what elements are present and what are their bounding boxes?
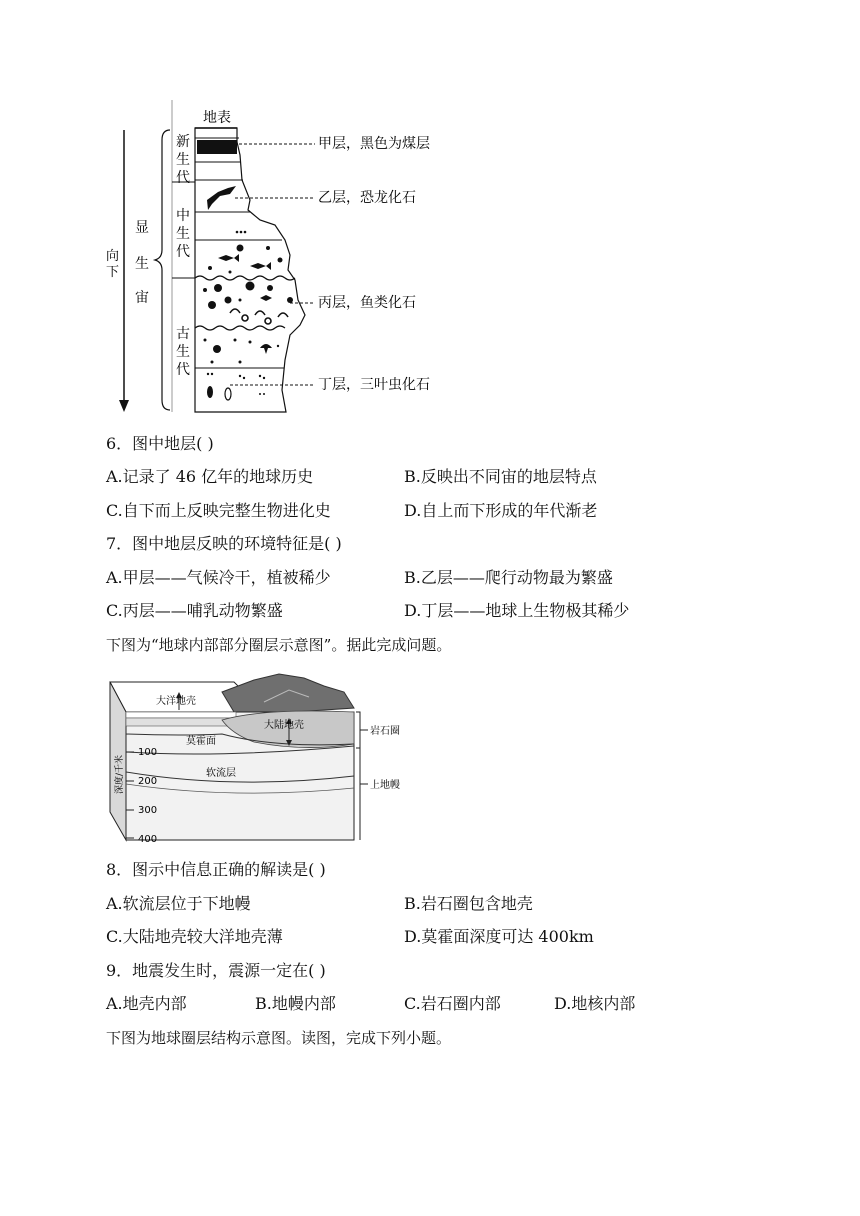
depth-tick-400: 400	[138, 834, 158, 844]
era-mesozoic-char-2: 生	[176, 226, 190, 242]
oceanic-crust-band	[126, 718, 236, 726]
q9-option-b[interactable]: B.地幔内部	[255, 994, 336, 1013]
layer-yi-label: 乙层，恐龙化石	[318, 190, 416, 206]
era-cenozoic-char-3: 代	[176, 170, 190, 186]
era-mesozoic-char-3: 代	[176, 244, 190, 260]
q9-option-c[interactable]: C.岩石圈内部	[404, 994, 501, 1013]
q9-stem: 9．地震发生时，震源一定在( )	[106, 961, 326, 980]
eon-char-2: 生	[135, 256, 149, 272]
q9-option-d[interactable]: D.地核内部	[554, 994, 636, 1013]
surface-label: 地表	[203, 110, 231, 126]
eon-brace	[155, 130, 170, 410]
layer-ding-label: 丁层，三叶虫化石	[318, 377, 430, 393]
q7-option-d[interactable]: D.丁层——地球上生物极其稀少	[404, 601, 630, 620]
era-paleozoic-char-1: 古	[176, 326, 190, 342]
lithosphere-bracket	[356, 712, 360, 748]
q8-option-c[interactable]: C.大陆地壳较大洋地壳薄	[106, 927, 283, 946]
earth-interior-diagram	[104, 672, 404, 844]
layer-jia-label: 甲层，黑色为煤层	[318, 136, 430, 152]
intro-earth-spheres: 下图为地球圈层结构示意图。读图，完成下列小题。	[106, 1029, 452, 1047]
upper-mantle-bracket	[356, 712, 360, 840]
asthenosphere-label: 软流层	[206, 768, 236, 779]
moho-label: 莫霍面	[186, 736, 216, 747]
depth-tick-200: 200	[138, 776, 158, 787]
q9-option-a[interactable]: A.地壳内部	[106, 994, 187, 1013]
q8-option-a[interactable]: A.软流层位于下地幔	[106, 894, 251, 913]
q7-option-c[interactable]: C.丙层——哺乳动物繁盛	[106, 601, 283, 620]
q8-option-d[interactable]: D.莫霍面深度可达 400km	[404, 927, 594, 946]
eon-char-3: 宙	[135, 290, 149, 306]
q6-stem: 6．图中地层( )	[106, 434, 214, 453]
lithosphere-label: 岩石圈	[370, 726, 400, 737]
arrow-label-char-2: 下	[106, 265, 120, 280]
arrow-label-char-1: 向	[106, 249, 120, 264]
depth-tick-300: 300	[138, 805, 158, 816]
q7-option-b[interactable]: B.乙层——爬行动物最为繁盛	[404, 568, 613, 587]
era-mesozoic-char-1: 中	[176, 208, 190, 224]
q7-stem: 7．图中地层反映的环境特征是( )	[106, 534, 342, 553]
q7-option-a[interactable]: A.甲层——气候冷干，植被稀少	[106, 568, 331, 587]
q8-option-b[interactable]: B.岩石圈包含地壳	[404, 894, 533, 913]
dots-small	[236, 231, 247, 234]
continent-mountain	[222, 674, 354, 712]
oceanic-crust-label: 大洋地壳	[156, 696, 196, 707]
continental-crust-label: 大陆地壳	[264, 720, 304, 731]
era-paleozoic-char-2: 生	[176, 344, 190, 360]
stratigraphic-column-diagram	[100, 100, 460, 425]
intro-earth-interior: 下图为“地球内部部分圈层示意图”。据此完成问题。	[106, 636, 452, 654]
ocean-water	[126, 712, 236, 718]
coal-seam	[197, 140, 237, 154]
era-paleozoic-char-3: 代	[176, 362, 190, 378]
earth-interior-figure	[104, 672, 404, 844]
layer-bing-label: 丙层，鱼类化石	[318, 295, 416, 311]
era-cenozoic-char-1: 新	[176, 134, 190, 150]
q6-option-d[interactable]: D.自上而下形成的年代渐老	[404, 501, 598, 520]
q6-option-b[interactable]: B.反映出不同宙的地层特点	[404, 467, 597, 486]
q6-option-c[interactable]: C.自下而上反映完整生物进化史	[106, 501, 331, 520]
stratigraphic-figure	[100, 100, 460, 425]
depth-tick-100: 100	[138, 747, 158, 758]
depth-axis-label: 深度/千米	[115, 754, 125, 794]
q8-stem: 8．图示中信息正确的解读是( )	[106, 860, 326, 879]
upper-mantle-label: 上地幔	[370, 780, 400, 791]
column-profile	[195, 128, 305, 412]
downward-arrow-head	[119, 400, 129, 412]
era-cenozoic-char-2: 生	[176, 152, 190, 168]
eon-char-1: 显	[135, 220, 149, 236]
q6-option-a[interactable]: A.记录了 46 亿年的地球历史	[106, 467, 314, 486]
